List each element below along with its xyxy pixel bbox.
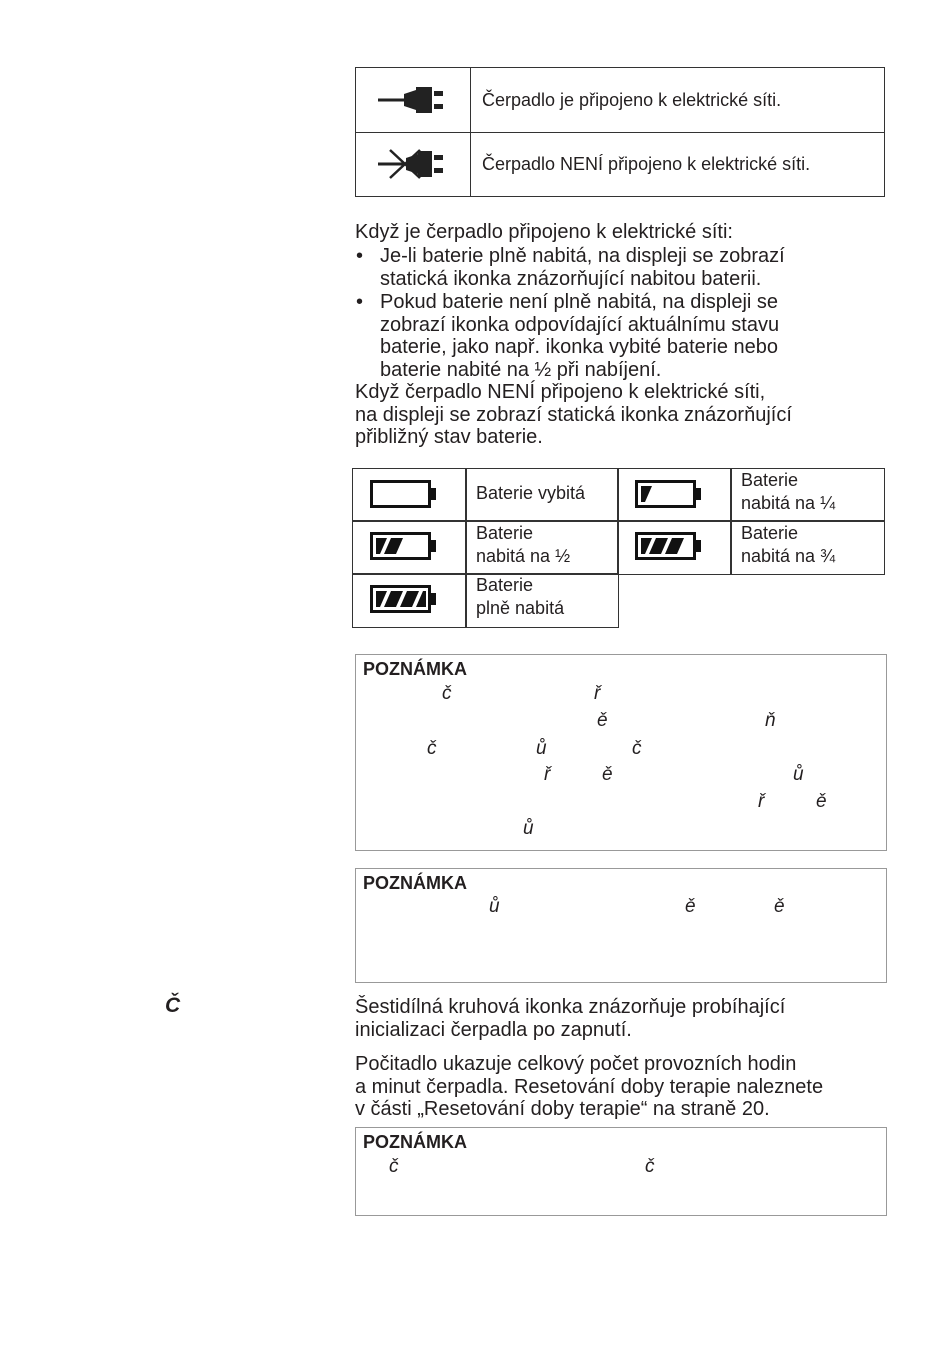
paragraph-line: inicializaci čerpadla po zapnutí. <box>355 1018 632 1041</box>
note-fragment: ů <box>793 764 804 785</box>
plug-disconnected-icon <box>376 146 448 182</box>
bullet-line: baterie nabité na ½ při nabíjení. <box>380 358 662 381</box>
battery-three-quarter-icon <box>635 532 703 560</box>
battery-half-label <box>476 522 570 568</box>
label-line: nabitá na ½ <box>476 546 571 566</box>
power-status-table <box>355 67 885 197</box>
paragraph-line: na displeji se zobrazí statická ikonka znázorňující <box>355 403 792 426</box>
note-title: POZNÁMKA <box>363 1132 467 1152</box>
paragraph-line: a minut čerpadla. Resetování doby terapie naleznete <box>355 1075 824 1098</box>
battery-full-icon <box>370 585 438 613</box>
battery-half-icon <box>370 532 438 560</box>
power-icon-cell <box>356 68 471 132</box>
note-fragment: č <box>427 738 437 759</box>
note-box <box>355 868 887 983</box>
note-fragment: č <box>632 738 642 759</box>
battery-quarter-icon <box>635 480 703 508</box>
battery-quarter-label <box>741 469 835 515</box>
note-fragment: ě <box>774 896 785 917</box>
battery-three-quarter-label <box>741 522 835 568</box>
note-fragment: ě <box>602 764 613 785</box>
section-side-letter: Č <box>165 994 181 1017</box>
power-row-connected <box>356 68 884 133</box>
bullet-line: baterie, jako např. ikonka vybité baterie nebo <box>380 336 779 358</box>
paragraph-line: Počitadlo ukazuje celkový počet provozních hodin <box>355 1053 797 1075</box>
power-disconnected-text: Čerpadlo NENÍ připojeno k elektrické síti. <box>482 153 811 174</box>
plug-connected-icon <box>376 82 448 118</box>
power-connected-text: Čerpadlo je připojeno k elektrické síti. <box>482 89 782 110</box>
connected-intro: Když je čerpadlo připojeno k elektrické síti: <box>355 221 733 243</box>
bullet-line: Pokud baterie není plně nabitá, na displeji se <box>380 291 779 313</box>
note-title: POZNÁMKA <box>363 873 467 893</box>
bullet-line: statická ikonka znázorňující nabitou baterii. <box>380 267 762 290</box>
label-line: Baterie <box>476 575 534 595</box>
disconnected-paragraph <box>355 381 885 449</box>
init-paragraph <box>355 996 885 1041</box>
label-line: nabitá na ¾ <box>741 546 836 566</box>
paragraph-line: přibližný stav baterie. <box>355 426 543 448</box>
note-title: POZNÁMKA <box>363 659 467 679</box>
label-line: Baterie <box>741 523 799 543</box>
bullet-line: zobrazí ikonka odpovídající aktuálnímu stavu <box>380 313 780 336</box>
bullet-dot: • <box>356 291 364 313</box>
note-fragment: ě <box>816 791 827 812</box>
bullet-dot: • <box>356 245 364 267</box>
note-fragment: ř <box>594 683 601 704</box>
note-fragment: č <box>442 683 452 704</box>
bullet-line: Je-li baterie plně nabitá, na displeji se zobrazí <box>380 245 785 267</box>
battery-empty-label: Baterie vybitá <box>476 483 586 503</box>
counter-paragraph <box>355 1053 915 1121</box>
note-fragment: ě <box>685 896 696 917</box>
note-fragment: ě <box>597 710 608 731</box>
note-box <box>355 654 887 851</box>
paragraph-line: Šestidílná kruhová ikonka znázorňuje probíhající <box>355 996 786 1018</box>
battery-empty-icon <box>370 480 438 508</box>
note-fragment: ů <box>523 818 534 839</box>
paragraph-line: Když čerpadlo NENÍ připojeno k elektrické síti, <box>355 381 766 403</box>
note-fragment: ů <box>536 738 547 759</box>
bullet-text <box>380 245 850 290</box>
battery-full-label <box>476 574 564 620</box>
note-fragment: ř <box>544 764 551 785</box>
label-line: Baterie <box>741 470 799 490</box>
paragraph-line: v části „Resetování doby terapie“ na straně 20. <box>355 1098 770 1120</box>
note-box <box>355 1127 887 1216</box>
note-fragment: ň <box>765 710 776 731</box>
note-fragment: č <box>389 1156 399 1177</box>
note-fragment: ů <box>489 896 500 917</box>
power-row-disconnected <box>356 132 884 196</box>
label-line: nabitá na ¼ <box>741 493 836 513</box>
bullet-text <box>380 291 850 381</box>
note-fragment: ř <box>758 791 765 812</box>
power-icon-cell <box>356 132 471 196</box>
note-fragment: č <box>645 1156 655 1177</box>
label-line: plně nabitá <box>476 598 565 618</box>
label-line: Baterie <box>476 523 534 543</box>
